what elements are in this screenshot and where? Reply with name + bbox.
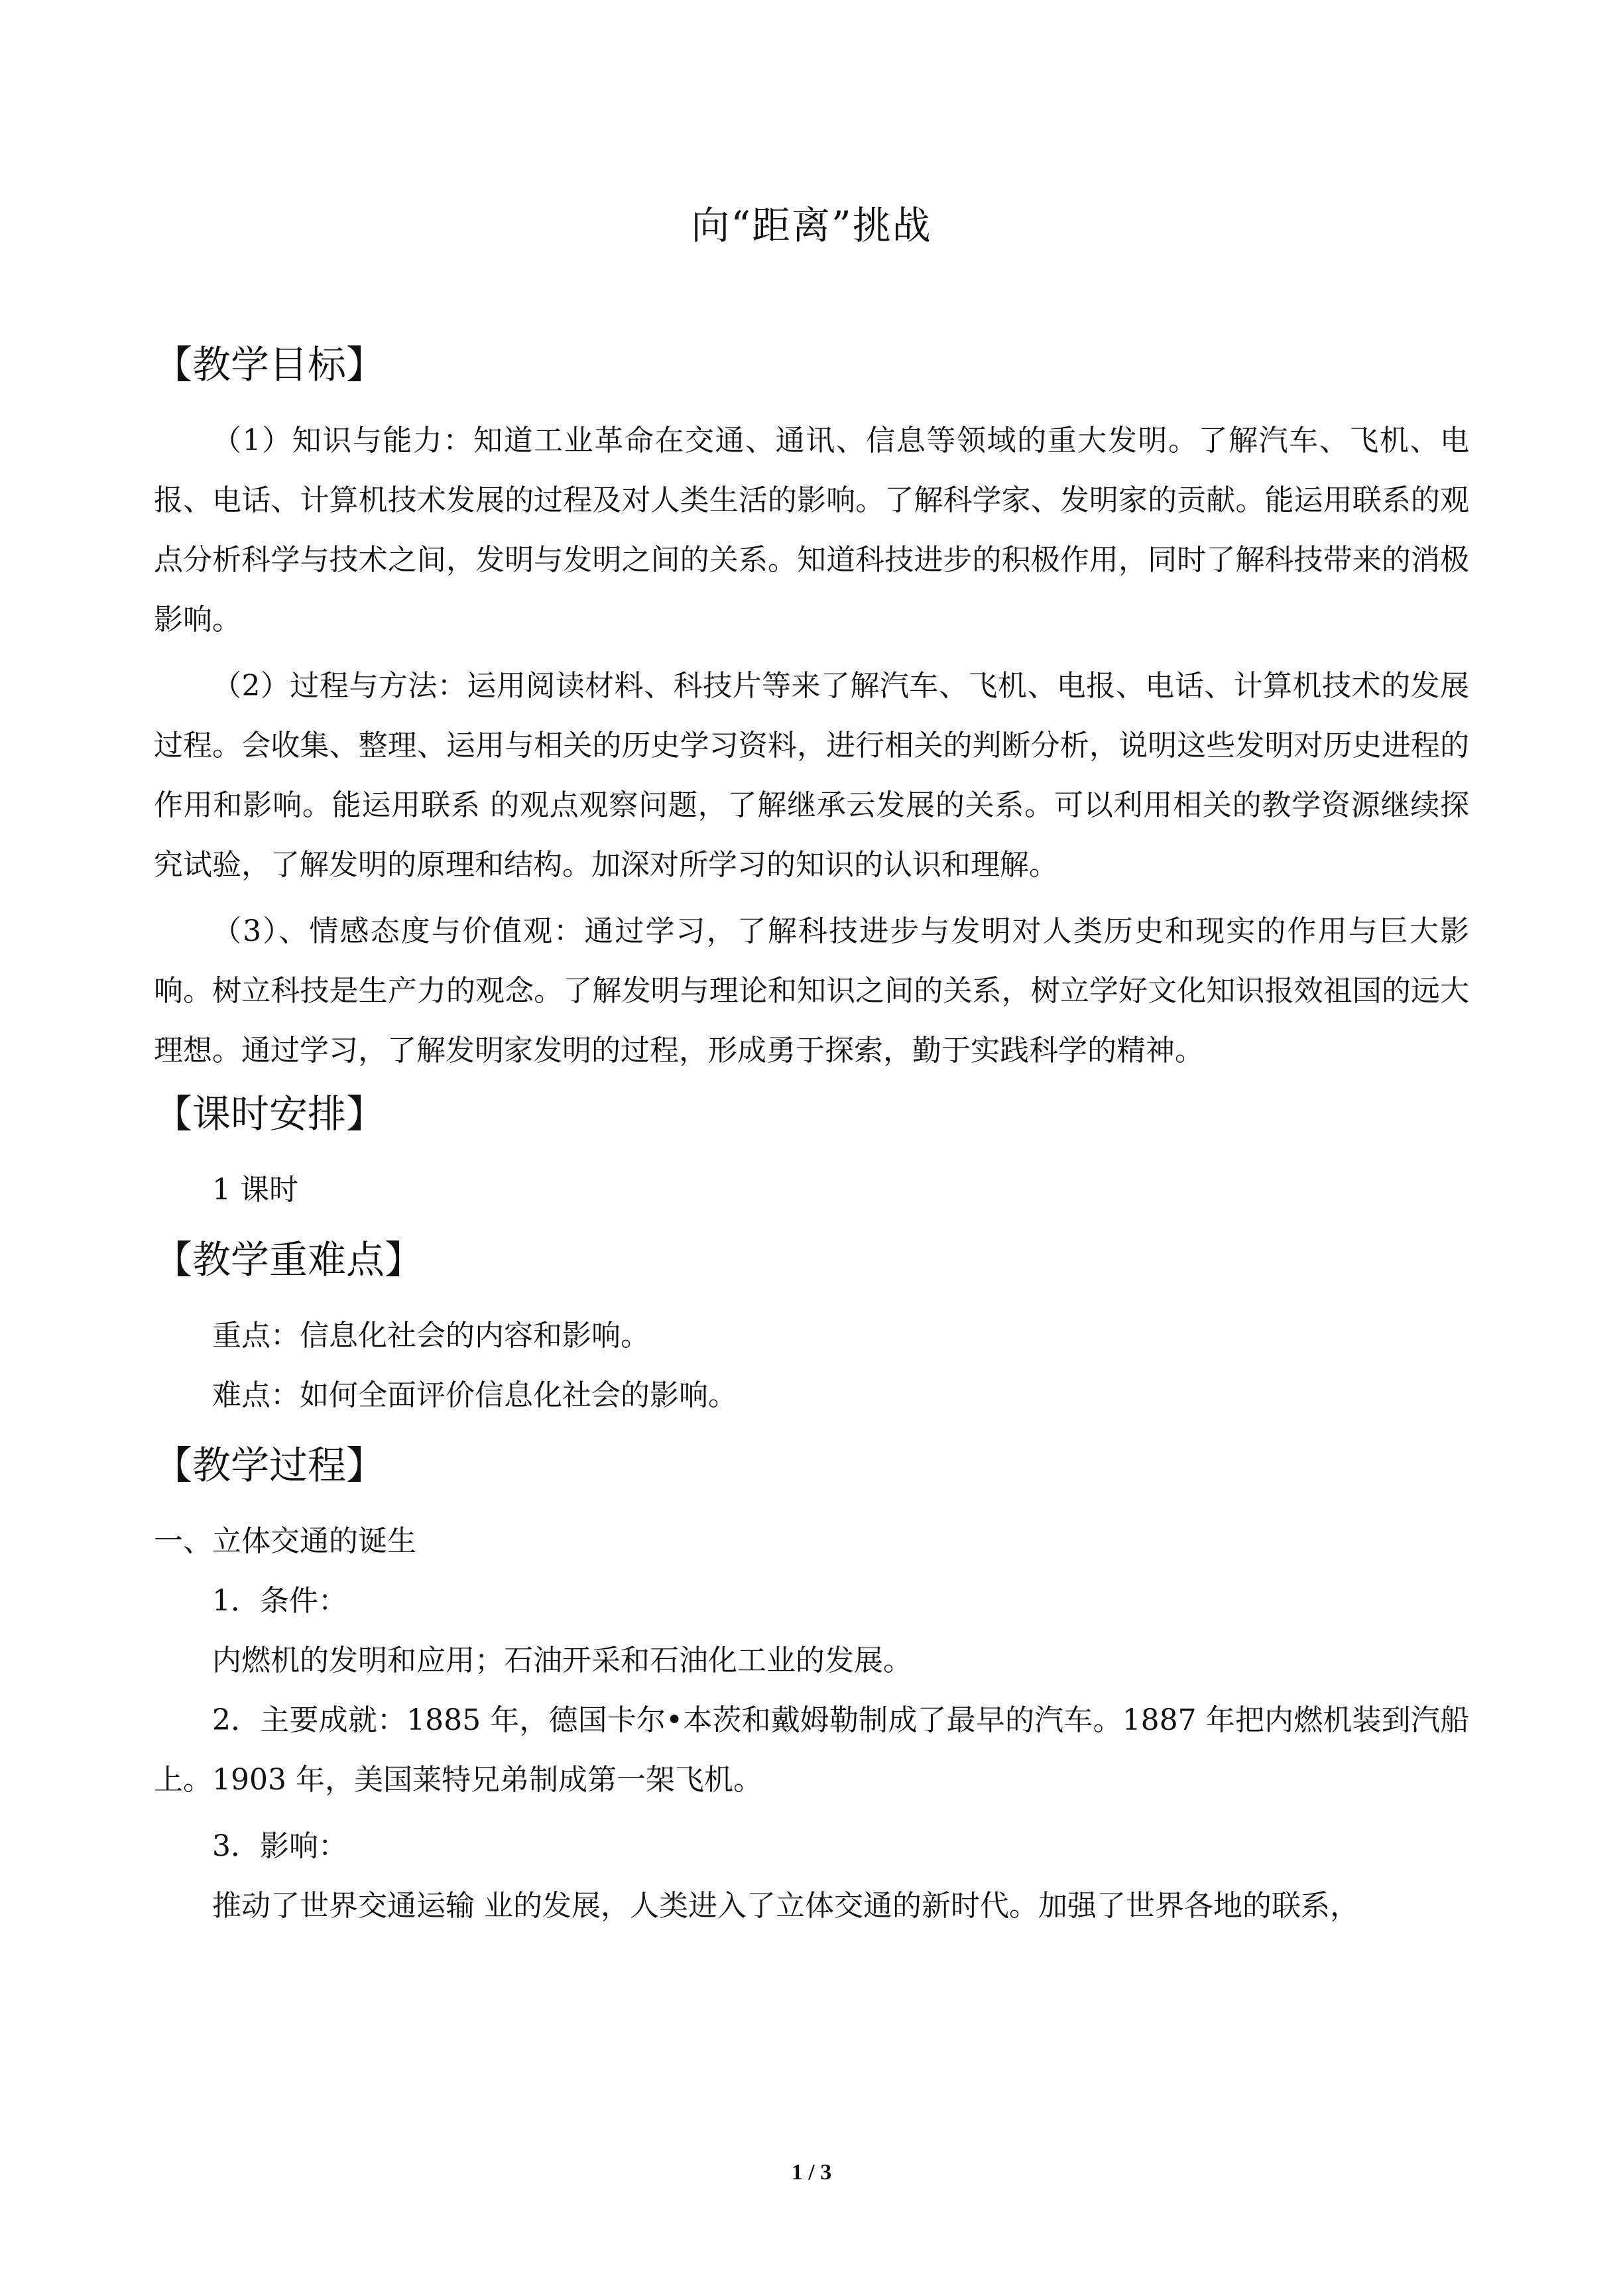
page-number: 1 / 3 [791, 2160, 832, 2185]
process-part-1-title: 一、立体交通的诞生 [154, 1524, 416, 1558]
process-item-2-text: 2．主要成就：1885 年，德国卡尔•本茨和戴姆勒制成了最早的汽车。1887 年把内燃机装到汽船上。1903 年，美国莱特兄弟制成第一架飞机。 [154, 1703, 1469, 1797]
process-item-1-text: 内燃机的发明和应用；石油开采和石油化工业的发展。 [212, 1644, 912, 1677]
difficulty-text: 难点：如何全面评价信息化社会的影响。 [212, 1378, 737, 1412]
objective-paragraph-3: （3）、情感态度与价值观：通过学习，了解科技进步与发明对人类历史和现实的作用与巨大影响。树立科技是生产力的观念。了解发明与理论和知识之间的关系，树立学好文化知识报效祖国的远大理想。通过学习，了解发明家发明的过程，形成勇于探索，勤于实践科学的精神。 [154, 914, 1469, 1067]
document-title: 向“距离”挑战 [691, 203, 932, 248]
section-heading-process: 【教学过程】 [154, 1443, 385, 1488]
section-heading-objectives: 【教学目标】 [154, 342, 385, 387]
process-item-3-title: 3．影响： [212, 1829, 347, 1863]
schedule-text: 1 课时 [212, 1173, 298, 1207]
section-heading-keypoints: 【教学重难点】 [154, 1237, 424, 1282]
process-item-1-title: 1．条件： [212, 1584, 347, 1618]
document-page [154, 199, 1469, 1936]
objective-paragraph-2: （2）过程与方法：运用阅读材料、科技片等来了解汽车、飞机、电报、电话、计算机技术的发展过程。会收集、整理、运用与相关的历史学习资料，进行相关的判断分析，说明这些发明对历史进程的作用和影响。能运用联系 的观点观察问题，了解继承云发展的关系。可以利用相关的教学资源继续探究试验，了解发明的原理和结构。加深对所学习的知识的认识和理解。 [154, 669, 1469, 882]
key-point-text: 重点：信息化社会的内容和影响。 [212, 1319, 650, 1353]
section-heading-schedule: 【课时安排】 [154, 1091, 385, 1136]
process-item-3-text: 推动了世界交通运输 业的发展，人类进入了立体交通的新时代。加强了世界各地的联系， [212, 1889, 1359, 1923]
objective-paragraph-1: （1）知识与能力：知道工业革命在交通、通讯、信息等领域的重大发明。了解汽车、飞机、电报、电话、计算机技术发展的过程及对人类生活的影响。了解科学家、发明家的贡献。能运用联系的观点分析科学与技术之间，发明与发明之间的关系。知道科技进步的积极作用，同时了解科技带来的消极影响。 [154, 424, 1469, 636]
